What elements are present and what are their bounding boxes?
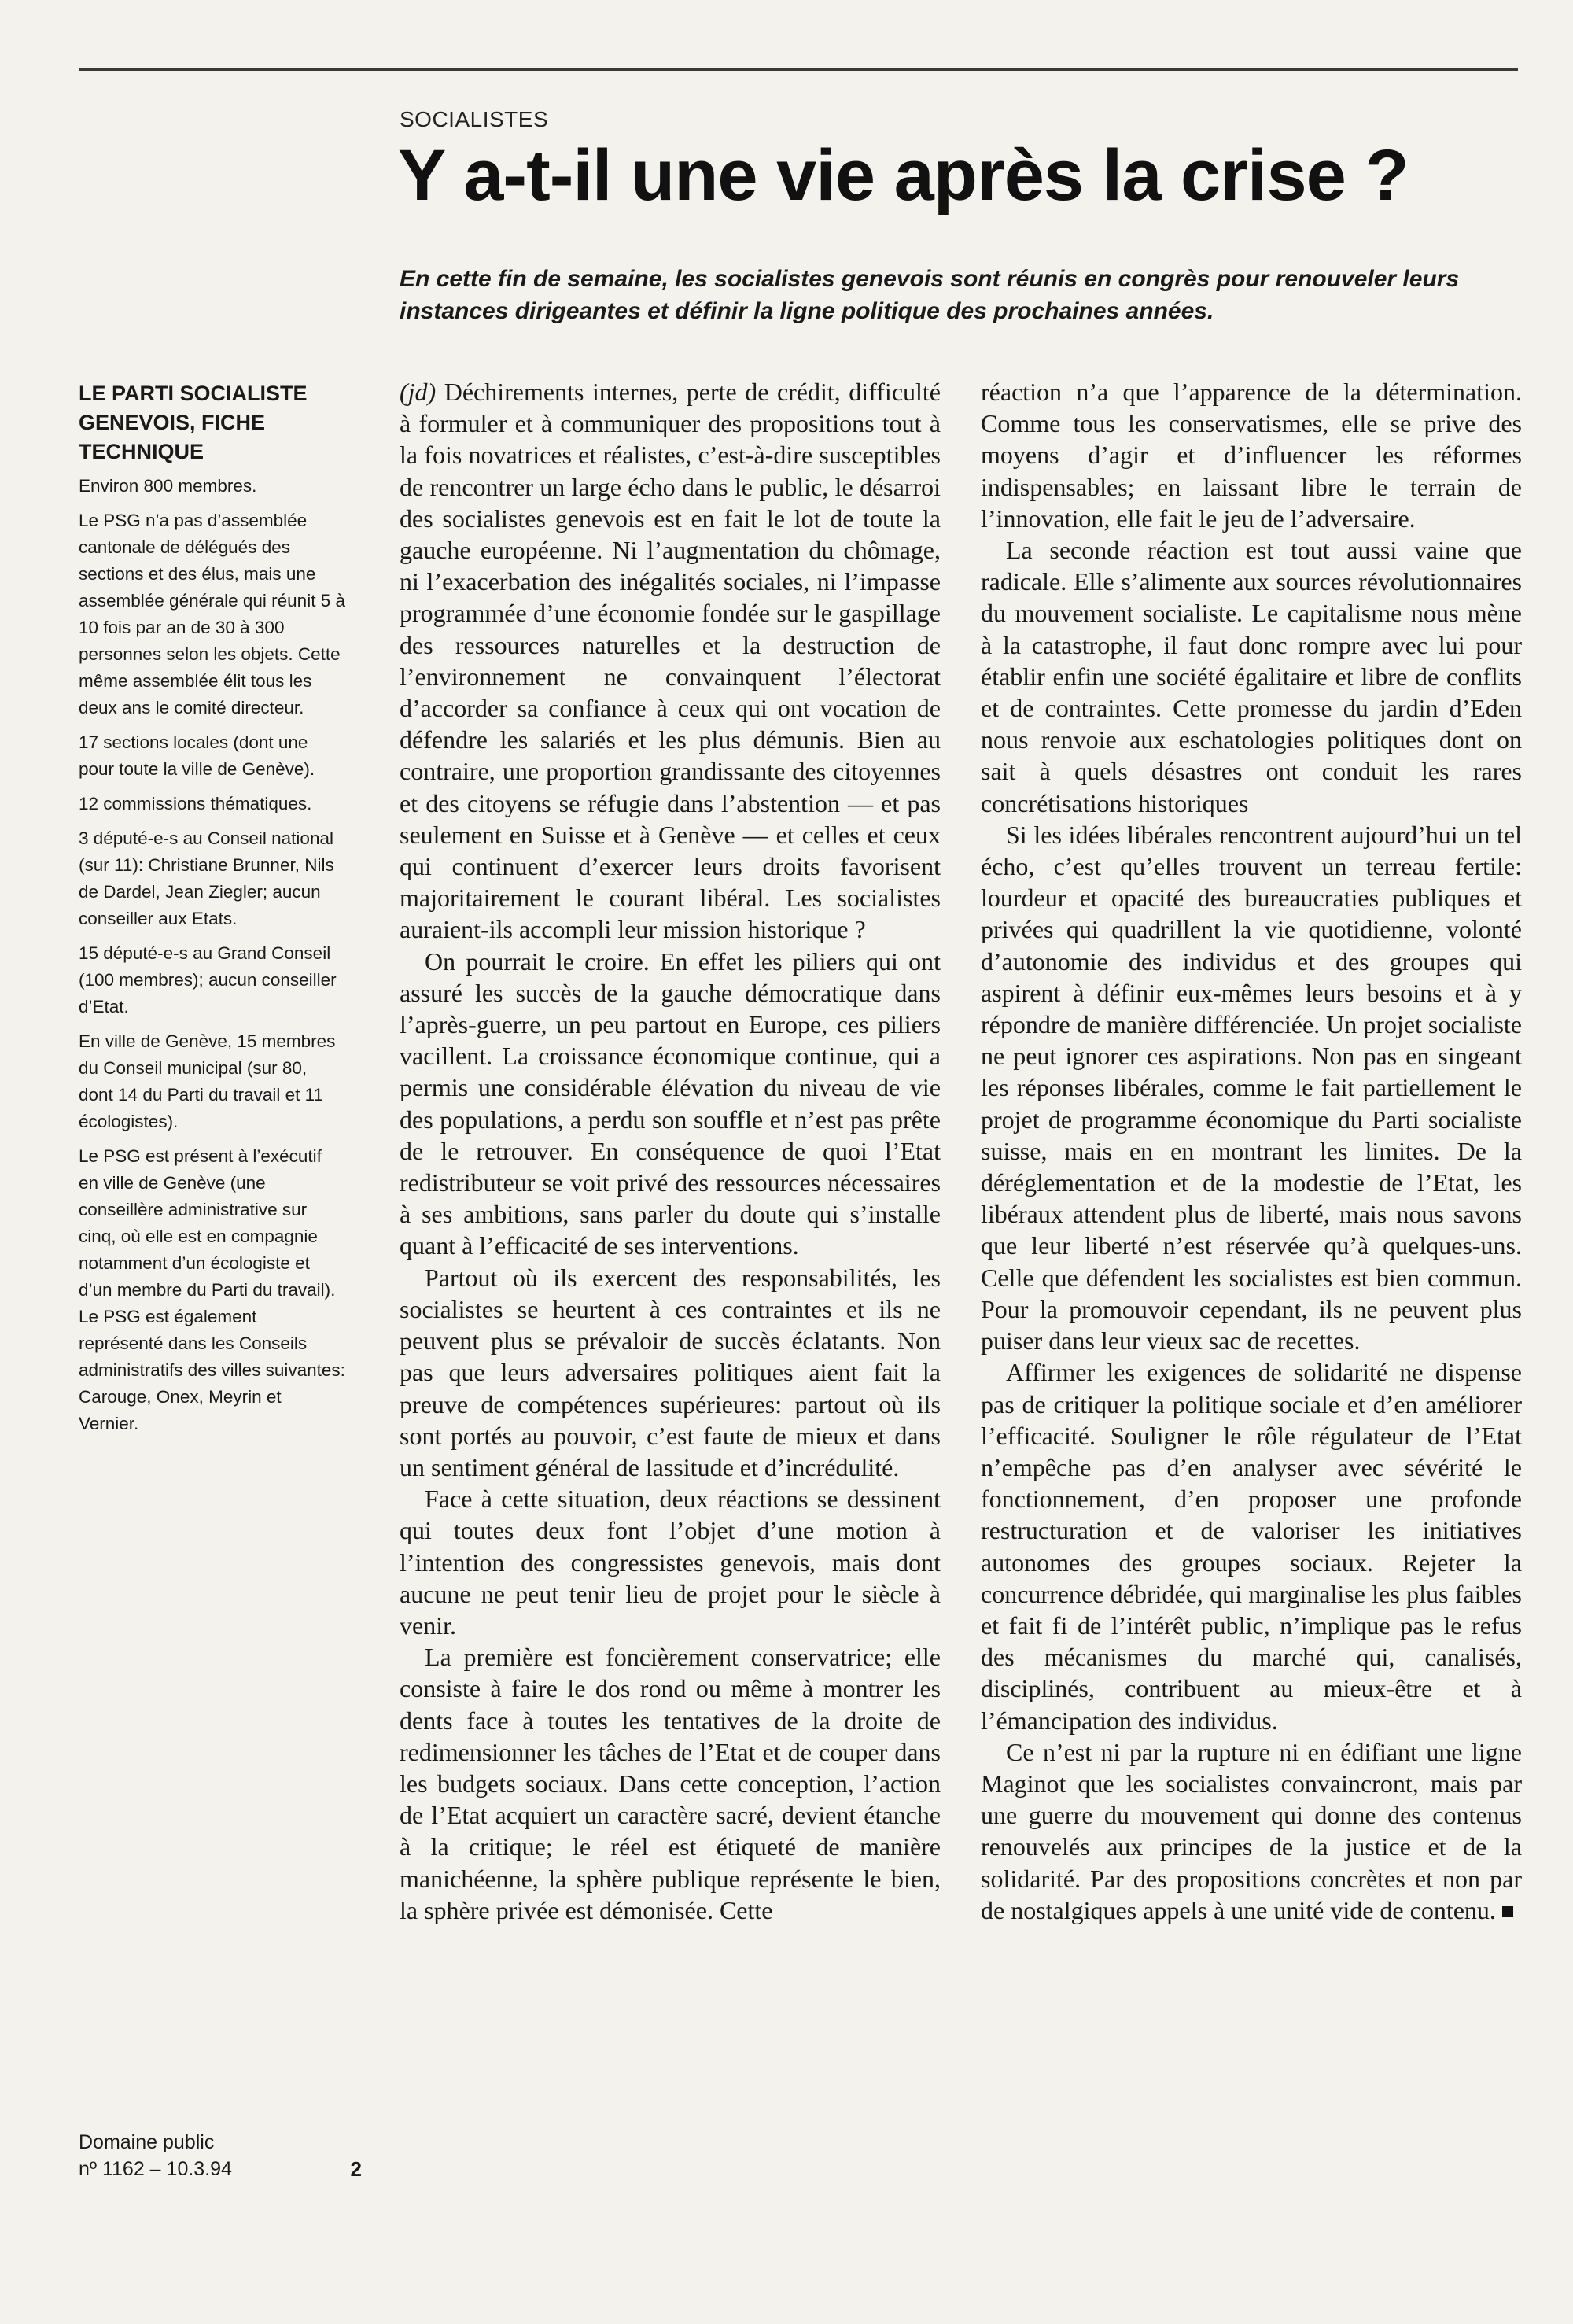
lede: En cette fin de semaine, les socialistes genevois sont réunis en congrès pour renouveler leurs instances dirigeantes et définir la ligne politique des prochaines années. — [400, 266, 1460, 324]
fact-sheet-sidebar — [79, 379, 346, 1445]
sidebar-item: Le PSG n’a pas d’assemblée cantonale de délégués des sections et des élus, mais une assemblée générale qui réunit 5 à 10 fois par an de 30 à 300 personnes selon les objets. Cette même assemblée élit tous les deux ans le comité directeur. — [79, 511, 345, 717]
article-paragraph: La seconde réaction est tout aussi vaine que radicale. Elle s’alimente aux sources révolutionnaires du mouvement socialiste. Le capitalisme nous mène à la catastrophe, il faut donc rompre avec lui pour établir enfin une société égalitaire et libre de conflits et de contraintes. Cette promesse du jardin d’Eden nous renvoie aux eschatologies politiques dont on sait à quels désastres ont conduit les rares concrétisations historiques — [981, 536, 1522, 817]
article-paragraph: Si les idées libérales rencontrent aujourd’hui un tel écho, c’est qu’elles trouvent un terreau fertile: lourdeur et opacité des bureaucraties publiques et privées qui quadrillent la vie quotidienne, volonté d’autonomie des individus et des groupes qui aspirent à définir eux-mêmes leurs besoins et à y répondre de manière différenciée. Un projet socialiste ne peut ignorer ces aspirations. Non pas en singeant les réponses libérales, comme le fait partiellement le projet de programme économique du Parti socialiste suisse, mais en en montrant les limites. De la déréglementation et de la modestie de l’Etat, les libéraux attendent plus de liberté, mais nous savons que leur liberté n’est réservée qu’à quelques-uns. Celle que défendent les socialistes est bien commun. Pour la promouvoir cependant, ils ne peuvent plus puiser dans leur vieux sac de recettes. — [981, 820, 1522, 1356]
sidebar-item: 3 député-e-s au Conseil national (sur 11): Christiane Brunner, Nils de Dardel, Jean Ziegler; aucun conseiller aux Etats. — [79, 828, 334, 928]
article-paragraph: Affirmer les exigences de solidarité ne dispense pas de critiquer la politique sociale et d’en améliorer l’efficacité. Souligner le rôle régulateur de l’Etat n’empêche pas d’en analyser avec sévérité le fonctionnement, d’en proposer une profonde restructuration et de valoriser les initiatives autonomes des groupes sociaux. Rejeter la concurrence débridée, qui marginalise les plus faibles et fait fi de l’intérêt public, n’implique pas le refus des mécanismes du marché qui, canalisés, disciplinés, contribuent au mieux-être et à l’émancipation des individus. — [981, 1358, 1522, 1735]
author-tag: (jd) — [400, 378, 437, 406]
article-paragraph: Partout où ils exercent des responsabilités, les socialistes se heurtent à ces contraintes et ils ne peuvent plus se prévaloir de succès éclatants. Non pas que leurs adversaires politiques aient fait la preuve de compétences supérieures: partout où ils sont portés au pouvoir, c’est faute de mieux et dans un sentiment général de lassitude et d’incrédulité. — [400, 1263, 941, 1481]
sidebar-item: 15 député-e-s au Grand Conseil (100 membres); aucun conseiller d’Etat. — [79, 943, 337, 1016]
article-paragraph: Face à cette situation, deux réactions se dessinent qui toutes deux font l’objet d’une motion à l’intention des congressistes genevois, mais dont aucune ne peut tenir lieu de projet pour le siècle à venir. — [400, 1485, 941, 1640]
sidebar-item: Environ 800 membres. — [79, 476, 257, 496]
article-paragraph: On pourrait le croire. En effet les piliers qui ont assuré les succès de la gauche démocratique dans l’après-guerre, un peu partout en Europe, ces piliers vacillent. La croissance économique continue, qui a permis une considérable élévation du niveau de vie des populations, a perdu son souffle et n’est pas prête de le retrouver. En conséquence de quoi l’Etat redistributeur se voit privé des ressources nécessaires à ses ambitions, sans parler du doute qui s’installe quant à l’efficacité de ses interventions. — [400, 946, 941, 1260]
article-paragraph: Ce n’est ni par la rupture ni en édifiant une ligne Maginot que les socialistes convaincront, mais par une guerre du mouvement qui donne des contenus renouvelés aux principes de la justice et de la solidarité. Par des propositions concrètes et non par de nostalgiques appels à une unité vide de contenu. — [981, 1737, 1522, 1924]
issue-info: nº 1162 – 10.3.94 — [79, 2158, 232, 2180]
sidebar-title: LE PARTI SOCIALISTE GENEVOIS, FICHE TECHNIQUE — [79, 382, 308, 463]
sidebar-item: 12 commissions thématiques. — [79, 794, 312, 813]
page-number: 2 — [350, 2157, 362, 2181]
sidebar-item: En ville de Genève, 15 membres du Conseil municipal (sur 80, dont 14 du Parti du travail et 11 écologistes). — [79, 1031, 336, 1131]
sidebar-item: 17 sections locales (dont une pour toute la ville de Genève). — [79, 732, 315, 779]
article-column-1 — [400, 376, 941, 1926]
article-paragraph: (jd) Déchirements internes, perte de crédit, difficulté à formuler et à communiquer des propositions tout à la fois novatrices et réalistes, c’est-à-dire susceptibles de rencontrer un large écho dans le public, le désarroi des socialistes genevois est en fait le lot de toute la gauche européenne. Ni l’augmentation du chômage, ni l’exacerbation des inégalités sociales, ni l’impasse programmée d’une économie fondée sur le gaspillage des ressources naturelles et la destruction de l’environnement ne convainquent l’électorat d’accorder sa confiance à ceux qui ont vocation de défendre les salariés et les plus démunis. Bien au contraire, une proportion grandissante des citoyennes et des citoyens se réfugie dans l’abstention — et pas seulement en Suisse et à Genève — et celles et ceux qui continuent d’exercer leurs droits favorisent majoritairement le courant libéral. Les socialistes auraient-ils accompli leur mission historique ? — [400, 378, 941, 944]
headline: Y a-t-il une vie après la crise ? — [398, 135, 1409, 216]
sidebar-item: Le PSG est présent à l’exécutif en ville de Genève (une conseillère administrative sur cinq, où elle est en compagnie notamment d’un écologiste et d’un membre du Parti du travail). Le PSG est également représenté dans les Conseils administratifs des villes suivantes: Carouge, Onex, Meyrin et Vernier. — [79, 1146, 345, 1433]
top-rule — [79, 68, 1518, 71]
article-column-2 — [981, 376, 1522, 1926]
section-kicker: SOCIALISTES — [400, 107, 549, 131]
page-footer — [79, 2129, 362, 2182]
article-paragraph: La première est foncièrement conservatrice; elle consiste à faire le dos rond ou même à montrer les dents face à toutes les tentatives de la droite de redimensionner les tâches de l’Etat et de couper dans les budgets sociaux. Dans cette conception, l’action de l’Etat acquiert un caractère sacré, devient étanche à la critique; le réel est étiqueté de manière manichéenne, la sphère publique représente le bien, la sphère privée est démonisée. Cette — [400, 1643, 941, 1924]
article-paragraph: réaction n’a que l’apparence de la détermination. Comme tous les conservatismes, elle se prive des moyens d’agir et d’influencer les réformes indispensables; en laissant libre le terrain de l’innovation, elle fait le jeu de l’adversaire. — [981, 378, 1522, 533]
publication-name: Domaine public — [79, 2131, 215, 2153]
end-of-article-mark — [1502, 1906, 1513, 1917]
